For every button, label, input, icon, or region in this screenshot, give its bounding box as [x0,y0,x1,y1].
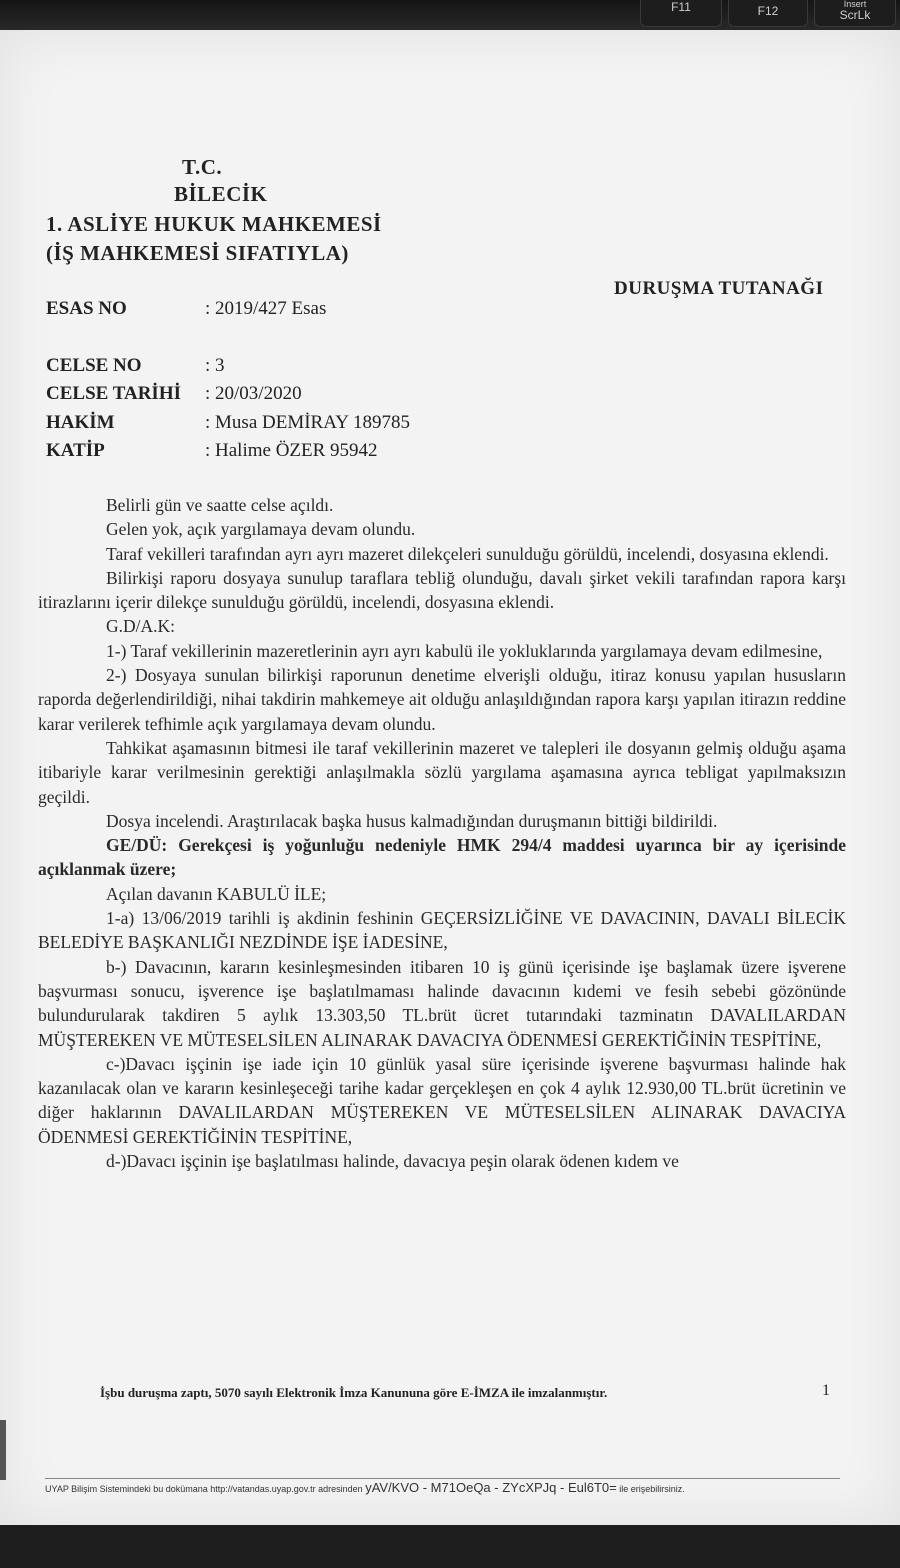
page-number: 1 [822,1382,830,1399]
paragraph: Belirli gün ve saatte celse açıldı. [106,495,334,515]
paragraph: Gelen yok, açık yargılamaya devam olundu. [106,519,416,540]
keyboard-edge [0,0,900,34]
paragraph: d-)Davacı işçinin işe başlatılması halinde, davacıya peşin olarak ödenen kıdem ve [106,1151,679,1172]
paragraph: 1-a) 13/06/2019 tarihli iş akdinin feshinin GEÇERSİZLİĞİNE VE DAVACININ, DAVALI BİLECİK BELEDİYE BAŞKANLIĞI NEZDİNDE İŞE İADESİNE, [38,908,846,953]
edge-shadow [0,1420,6,1480]
paragraph: 1-) Taraf vekillerinin mazeretlerinin ayrı ayrı kabulü ile yokluklarında yargılamaya devam edilmesine, [106,640,823,661]
celse-date-value: : 20/03/2020 [205,383,302,404]
paragraph: 2-) Dosyaya sunulan bilirkişi raporunun denetime elverişli olduğu, itiraz konusu yapılan hususların raporda değerlendirildiği, nihai takdirin mahkemeye ait olduğu anlaşıldığından rapora karşı yapılan itirazın reddine karar verilerek tefhimle açık yargılamaya devam olundu. [38,665,846,734]
header-court-type: (İŞ MAHKEMESİ SIFATIYLA) [46,241,349,265]
paragraph: Tahkikat aşamasının bitmesi ile taraf vekillerinin mazeret ve talepleri ile dosyanın gelmiş olduğu aşama itibariyle karar verilmesinin gerektiği anlaşılmakla sözlü yargılama aşamasına ayrıca tebligat yapılmaksızın geçildi. [38,737,846,807]
judge-value: : Musa DEMİRAY 189785 [205,412,410,433]
paragraph: Açılan davanın KABULÜ İLE; [106,883,327,904]
minutes-body [38,493,846,1173]
paragraph: b-) Davacının, kararın kesinleşmesinden itibaren 10 iş günü içerisinde işe başlamak üzere işverene başvurması sonucu, işverence işe başlatılmaması halinde davacının kıdemi ve fesih sebebi gözönünde bulundurularak takdiren 5 aylık 13.303,50 TL.brüt ücret tutarındaki tazminatın DAVALILARDAN MÜŞTEREKEN VE MÜTESELSİLEN ALINARAK DAVACIYA ÖDENMESİ GEREKTİĞİNİN TESPİTİNE, [38,956,846,1050]
key-f12: F12 [728,0,808,27]
uyap-access-line [45,1480,845,1495]
header-city: BİLECİK [174,182,268,206]
uyap-code: yAV/KVO - M71OeQa - ZYcXPJq - Eul6T0= [365,1480,617,1495]
paragraph: c-)Davacı işçinin işe iade için 10 günlük yasal süre içerisinde işverene başvurması halinde hak kazanılacak olan ve kararın kesinleşeceği tarihe kadar gerçekleşen en çok 4 aylık 12.930,00 TL.brüt ücretinin ve diğer haklarının DAVALILARDAN MÜŞTEREKEN VE MÜTESELSİLEN ALINARAK DAVACIYA ÖDENMESİ GEREKTİĞİNİN TESPİTİNE, [38,1053,846,1147]
background-surface [0,1525,900,1568]
esign-note: İşbu duruşma zaptı, 5070 sayılı Elektronik İmza Kanununa göre E-İMZA ile imzalanmıştır. [100,1385,608,1400]
paragraph: Dosya incelendi. Araştırılacak başka husus kalmadığından duruşmanın bittiği bildirildi. [106,810,718,831]
uyap-suffix: ile erişebilirsiniz. [619,1484,685,1494]
judge-label: HAKİM [46,412,115,433]
header-court: 1. ASLİYE HUKUK MAHKEMESİ [46,212,382,236]
header-tc: T.C. [182,155,223,179]
clerk-value: : Halime ÖZER 95942 [205,440,378,461]
footer-divider [45,1478,840,1479]
key-f11: F11 [640,0,722,27]
key-scrlk: Insert ScrLk [814,0,896,27]
celse-no-label: CELSE NO [46,355,142,376]
paragraph: Bilirkişi raporu dosyaya sunulup taraflara tebliğ olunduğu, davalı şirket vekili tarafından rapora karşı itirazlarını içerir dilekçe sunulduğu görüldü, incelendi, dosyasına eklendi. [38,567,846,613]
paragraph-decision-reason: GE/DÜ: Gerekçesi iş yoğunluğu nedeniyle HMK 294/4 maddesi uyarınca bir ay içerisinde açıklanmak üzere; [38,835,846,880]
paragraph: Taraf vekilleri tarafından ayrı ayrı mazeret dilekçeleri sunulduğu görüldü, incelendi, dosyasına eklendi. [106,543,829,564]
uyap-prefix: UYAP Bilişim Sistemindeki bu dokümana http://vatandas.uyap.gov.tr adresinden [45,1484,363,1494]
celse-date-label: CELSE TARİHİ [46,383,181,404]
celse-no-value: : 3 [205,355,225,376]
esas-label: ESAS NO [46,298,127,319]
document-type: DURUŞMA TUTANAĞI [614,278,824,299]
clerk-label: KATİP [46,440,105,461]
esas-value: : 2019/427 Esas [205,298,327,319]
paragraph: G.D/A.K: [106,616,176,637]
